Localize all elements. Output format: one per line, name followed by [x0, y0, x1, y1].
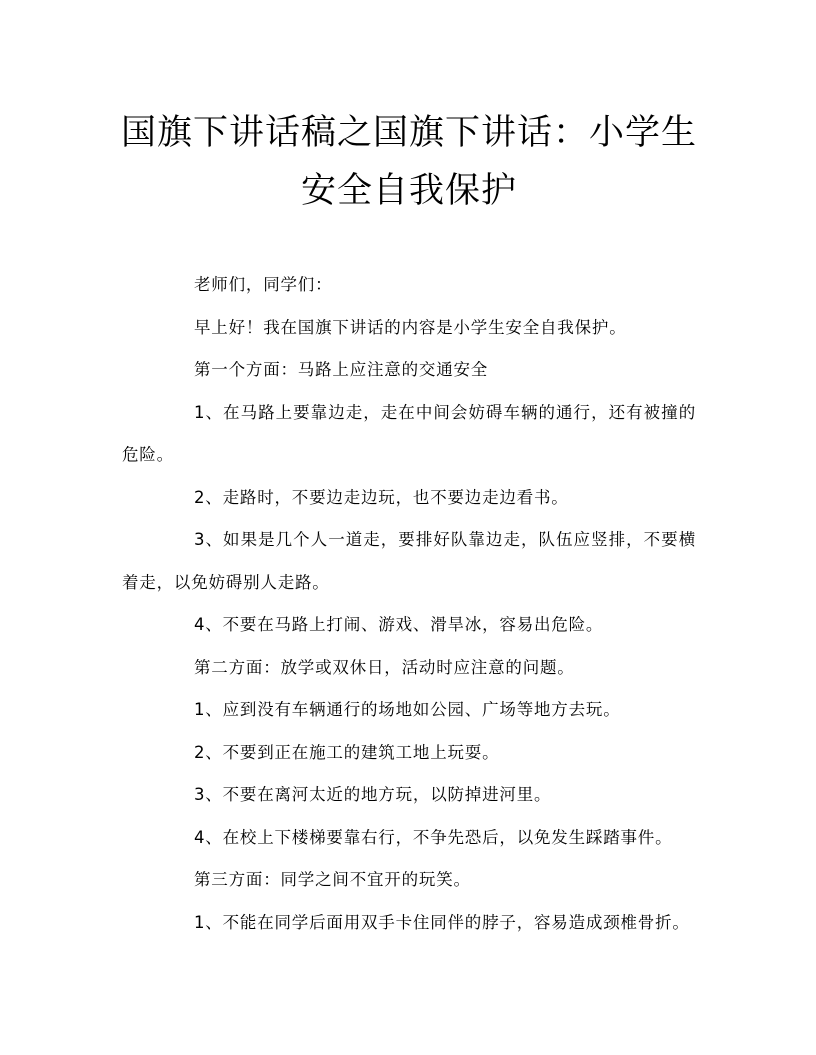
section-heading-activities: 第二方面：放学或双休日，活动时应注意的问题。: [194, 657, 575, 677]
paragraph-item: 4、不要在马路上打闹、游戏、滑旱冰，容易出危险。: [194, 615, 604, 634]
document-title: 国旗下讲话稿之国旗下讲话：小学生安全自我保护: [120, 113, 697, 211]
paragraph-intro: 早上好！我在国旗下讲话的内容是小学生安全自我保护。: [194, 317, 627, 337]
paragraph-item: 1、应到没有车辆通行的场地如公园、广场等地方去玩。: [194, 700, 621, 719]
paragraph-item: 2、走路时，不要边走边玩，也不要边走边看书。: [194, 487, 569, 507]
paragraph-item: 1、不能在同学后面用双手卡住同伴的脖子，容易造成颈椎骨折。: [194, 912, 690, 932]
paragraph-item: 3、不要在离河太近的地方玩，以防掉进河里。: [194, 785, 552, 804]
section-heading-jokes: 第三方面：同学之间不宜开的玩笑。: [194, 870, 471, 889]
paragraph-item: 1、在马路上要靠边走，走在中间会妨碍车辆的通行，还有被撞的危险。: [122, 402, 696, 464]
document-body: [122, 264, 696, 944]
paragraph-item: 2、不要到正在施工的建筑工地上玩耍。: [194, 742, 500, 762]
paragraph-item: 4、在校上下楼梯要靠右行，不争先恐后，以免发生踩踏事件。: [194, 827, 673, 847]
paragraph-greeting: 老师们，同学们：: [194, 275, 333, 294]
paragraph-item: 3、如果是几个人一道走，要排好队靠边走，队伍应竖排，不要横着走，以免妨碍别人走路。: [122, 530, 696, 592]
section-heading-traffic: 第一个方面：马路上应注意的交通安全: [194, 360, 489, 379]
